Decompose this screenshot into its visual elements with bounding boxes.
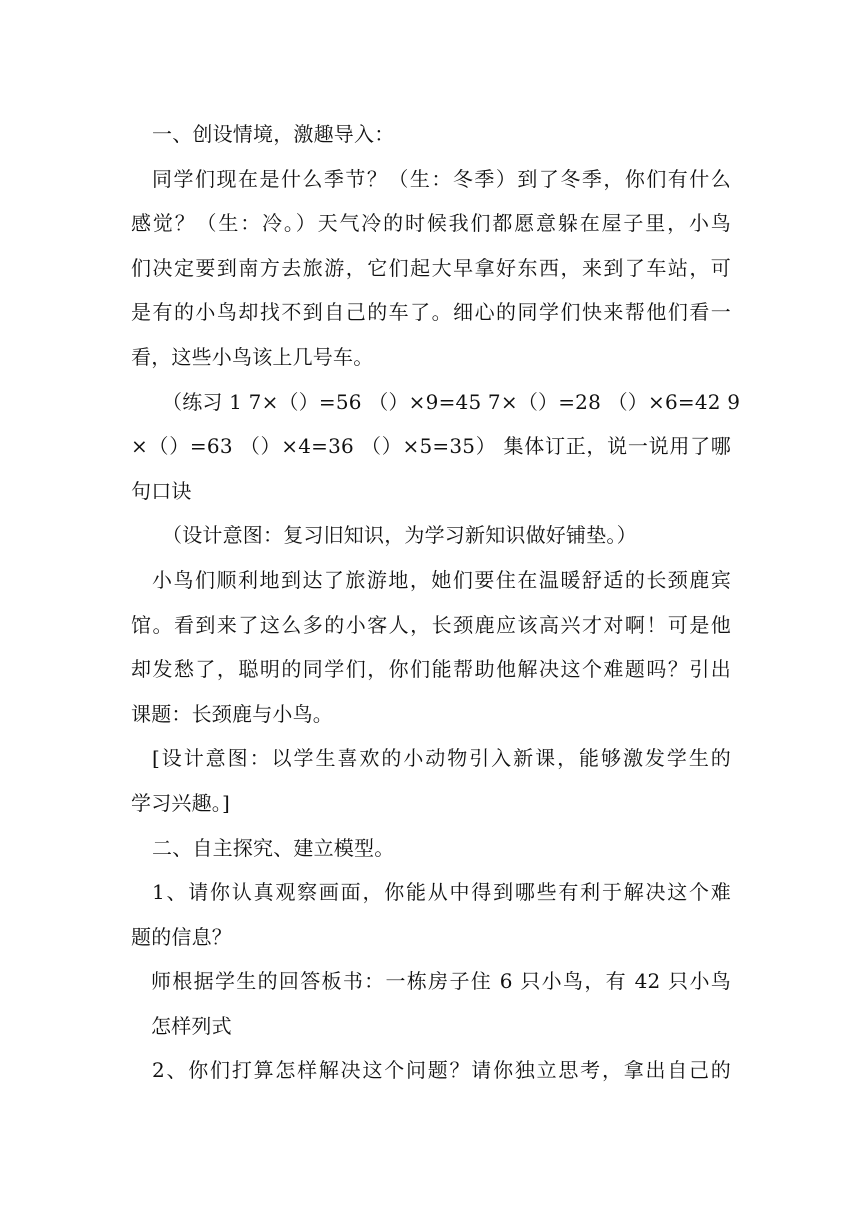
paragraph-line: 同学们现在是什么季节？（生：冬季）到了冬季，你们有什么	[152, 166, 731, 191]
paragraph-line: 师根据学生的回答板书：一栋房子住 6 只小鸟，有 42 只小鸟	[151, 969, 731, 994]
paragraph-line: 感觉？（生：冷。）天气冷的时候我们都愿意躲在屋子里，小鸟	[131, 211, 731, 236]
paragraph-line: 是有的小鸟却找不到自己的车了。细心的同学们快来帮他们看一	[131, 300, 731, 325]
paragraph-line: 却发愁了，聪明的同学们，你们能帮助他解决这个难题吗？引出	[131, 657, 731, 682]
paragraph-line: 馆。看到来了这么多的小客人，长颈鹿应该高兴才对啊！可是他	[131, 612, 731, 637]
paragraph-line: 句口诀	[131, 478, 192, 503]
paragraph-line: 1、请你认真观察画面，你能从中得到哪些有利于解决这个难	[152, 880, 731, 905]
section-heading: 一、创设情境，激趣导入：	[152, 122, 395, 146]
paragraph-line: 看，这些小鸟该上几号车。	[131, 344, 374, 369]
paragraph-line: 课题：长颈鹿与小鸟。	[131, 701, 333, 726]
design-note: 学习兴趣。]	[131, 790, 231, 815]
paragraph-line: 2、你们打算怎样解决这个问题？请你独立思考，拿出自己的	[152, 1058, 731, 1083]
paragraph-line: 们决定要到南方去旅游，它们起大早拿好东西，来到了车站，可	[131, 255, 731, 280]
exercise-line: （练习 1 7×（）=56 （）×9=45 7×（）=28 （）×6=42 9	[162, 389, 741, 414]
section-heading: 二、自主探究、建立模型。	[152, 835, 395, 860]
design-note: [设计意图：以学生喜欢的小动物引入新课，能够激发学生的	[152, 746, 731, 771]
paragraph-line: 怎样列式	[151, 1013, 232, 1038]
paragraph-line: 题的信息？	[131, 924, 232, 949]
exercise-line: ×（）=63 （）×4=36 （）×5=35） 集体订正，说一说用了哪	[131, 434, 731, 459]
document-body	[131, 112, 741, 1093]
paragraph-line: 小鸟们顺利地到达了旅游地，她们要住在温暖舒适的长颈鹿宾	[152, 567, 731, 592]
design-note: （设计意图：复习旧知识，为学习新知识做好铺垫。）	[162, 523, 637, 548]
